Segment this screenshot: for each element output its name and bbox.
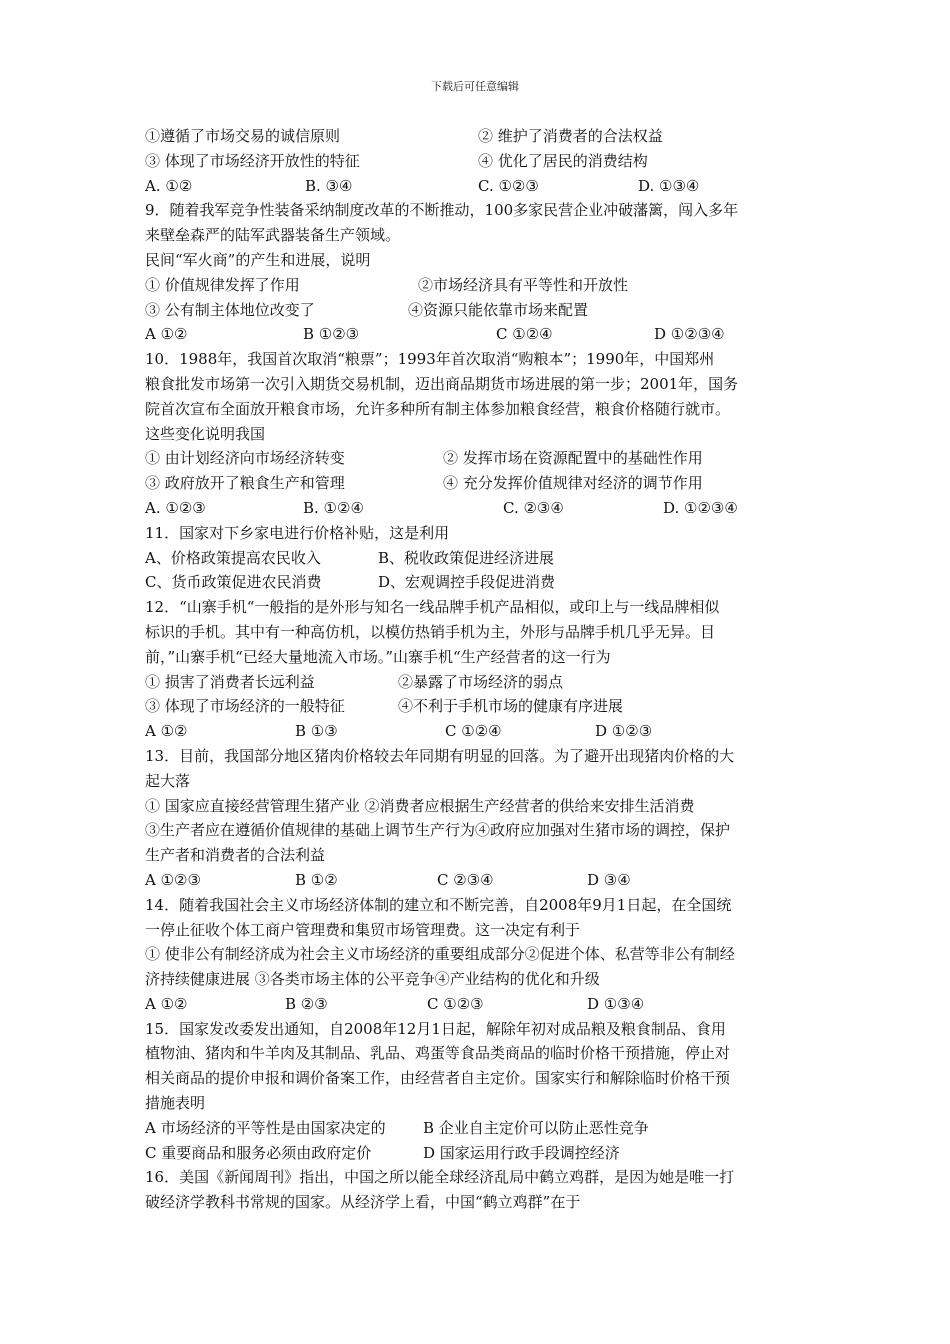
- q14-answer-d: D ①③④: [587, 994, 645, 1013]
- q14-stem-1: 14．随着我国社会主义市场经济体制的建立和不断完善，自2008年9月1日起，在全国统: [145, 895, 732, 914]
- q13-answer-b: B ①②: [295, 870, 338, 889]
- q12-stem-2: 标识的手机。其中有一种高仿机，以模仿热销手机为主，外形与品牌手机几乎无异。目: [145, 622, 716, 641]
- q15-stem-3: 相关商品的提价申报和调价备案工作，由经营者自主定价。国家实行和解除临时价格干预: [145, 1069, 731, 1088]
- q13-option-line-2: ③生产者应在遵循价值规律的基础上调节生产行为④政府应加强对生猪市场的调控，保护: [145, 821, 731, 840]
- q12-stem-3: 前，”山寨手机“已经大量地流入市场。”山寨手机“生产经营者的这一行为: [145, 647, 611, 666]
- q9-option-3: ③ 公有制主体地位改变了: [145, 300, 315, 319]
- q13-stem-1: 13．目前，我国部分地区猪肉价格较去年同期有明显的回落。为了避开出现猪肉价格的大: [145, 746, 735, 765]
- q9-stem-2: 来壁垒森严的陆军武器装备生产领域。: [145, 226, 401, 245]
- q12-option-1: ① 损害了消费者长远利益: [145, 672, 315, 691]
- q10-answer-b: B. ①②④: [303, 498, 364, 517]
- q10-option-4: ④ 充分发挥价值规律对经济的调节作用: [443, 474, 703, 493]
- q10-option-2: ② 发挥市场在资源配置中的基础性作用: [443, 449, 703, 468]
- q15-stem-4: 措施表明: [145, 1094, 206, 1113]
- q8-option-4: ④ 优化了居民的消费结构: [478, 151, 648, 170]
- question-content: [145, 124, 815, 1215]
- q11-option-b: B、税收政策促进经济进展: [378, 548, 555, 567]
- q12-option-2: ②暴露了市场经济的弱点: [398, 672, 564, 691]
- q15-stem-1: 15．国家发改委发出通知，自2008年12月1日起，解除年初对成品粮及粮食制品、食用: [145, 1019, 726, 1038]
- q9-option-2: ②市场经济具有平等性和开放性: [418, 275, 629, 294]
- q8-answer-d: D. ①③④: [638, 176, 700, 195]
- q8-options-row-1: [145, 124, 815, 149]
- q15-option-d: D 国家运用行政手段调控经济: [423, 1143, 620, 1162]
- q9-option-4: ④资源只能依靠市场来配置: [408, 300, 589, 319]
- q9-answer-d: D ①②③④: [654, 325, 725, 344]
- q13-stem-2: 起大落: [145, 771, 191, 790]
- q11-stem: 11．国家对下乡家电进行价格补贴，这是利用: [145, 523, 450, 542]
- q8-answers: [145, 174, 815, 199]
- q10-stem-3: 院首次宣布全面放开粮食市场，允许多种所有制主体参加粮食经营，粮食价格随行就市。: [145, 399, 731, 418]
- q12-option-4: ④不利于手机市场的健康有序进展: [398, 697, 624, 716]
- q14-option-line-1: ① 使非公有制经济成为社会主义市场经济的重要组成部分②促进个体、私营等非公有制经: [145, 945, 735, 964]
- q15-option-a: A 市场经济的平等性是由国家决定的: [145, 1118, 386, 1137]
- q14-answer-c: C ①②③: [427, 994, 484, 1013]
- q12-answer-c: C ①②④: [445, 722, 502, 741]
- q13-option-line-1: ① 国家应直接经营管理生猪产业 ②消费者应根据生产经营者的供给来安排生活消费: [145, 796, 695, 815]
- q12-answer-b: B ①③: [295, 722, 338, 741]
- q15-stem-2: 植物油、猪肉和牛羊肉及其制品、乳品、鸡蛋等食品类商品的临时价格干预措施，停止对: [145, 1044, 731, 1063]
- q10-options-row-2: [145, 471, 815, 496]
- q10-answer-a: A. ①②③: [145, 498, 206, 517]
- q14-answer-a: A ①②: [145, 994, 188, 1013]
- q9-answers: [145, 322, 815, 347]
- q10-stem-2: 粮食批发市场第一次引入期货交易机制，迈出商品期货市场进展的第一步；2001年，国务: [145, 374, 739, 393]
- q9-answer-a: A ①②: [145, 325, 188, 344]
- q11-options-row-2: [145, 570, 815, 595]
- q15-options-row-1: [145, 1116, 815, 1141]
- q12-answer-d: D ①②③: [595, 722, 653, 741]
- q12-answers: [145, 719, 815, 744]
- q9-stem-1: 9．随着我军竞争性装备采纳制度改革的不断推动，100多家民营企业冲破藩篱，闯入多年: [145, 201, 739, 220]
- q16-stem-1: 16．美国《新闻周刊》指出，中国之所以能全球经济乱局中鹤立鸡群，是因为她是唯一打: [145, 1168, 735, 1187]
- q13-option-line-3: 生产者和消费者的合法利益: [145, 846, 326, 865]
- q10-stem-1: 10．1988年，我国首次取消“粮票”；1993年首次取消“购粮本”；1990年，中国郑州: [145, 350, 715, 369]
- q12-stem-1: 12．“山寨手机“一般指的是外形与知名一线品牌手机产品相似，或印上与一线品牌相似: [145, 598, 720, 617]
- q16-stem-2: 破经济学教科书常规的国家。从经济学上看，中国“鹤立鸡群”在于: [145, 1193, 581, 1212]
- q11-option-c: C、货币政策促进农民消费: [145, 573, 322, 592]
- q14-answers: [145, 992, 815, 1017]
- q9-answer-c: C ①②④: [496, 325, 553, 344]
- q15-option-b: B 企业自主定价可以防止恶性竞争: [423, 1118, 649, 1137]
- q10-answers: [145, 496, 815, 521]
- q15-option-c: C 重要商品和服务必须由政府定价: [145, 1143, 372, 1162]
- q12-options-row-1: [145, 670, 815, 695]
- q8-answer-b: B. ③④: [305, 176, 353, 195]
- q10-options-row-1: [145, 446, 815, 471]
- q13-answer-d: D ③④: [587, 870, 631, 889]
- q8-answer-c: C. ①②③: [478, 176, 539, 195]
- q9-answer-b: B ①②③: [303, 325, 360, 344]
- q12-option-3: ③ 体现了市场经济的一般特征: [145, 697, 345, 716]
- q9-stem-3: 民间“军火商”的产生和进展，说明: [145, 250, 371, 269]
- q8-options-row-2: [145, 149, 815, 174]
- page-header: 下载后可任意编辑: [431, 80, 519, 93]
- q8-option-3: ③ 体现了市场经济开放性的特征: [145, 151, 360, 170]
- q8-answer-a: A. ①②: [145, 176, 193, 195]
- q8-option-2: ② 维护了消费者的合法权益: [478, 127, 663, 145]
- q12-options-row-2: [145, 694, 815, 719]
- q9-options-row-1: [145, 273, 815, 298]
- q13-answer-a: A ①②③: [145, 870, 201, 889]
- q10-answer-d: D. ①②③④: [663, 498, 738, 517]
- q15-options-row-2: [145, 1141, 815, 1166]
- q10-option-3: ③ 政府放开了粮食生产和管理: [145, 474, 345, 493]
- q13-answer-c: C ②③④: [437, 870, 494, 889]
- q9-option-1: ① 价值规律发挥了作用: [145, 275, 300, 294]
- q10-option-1: ① 由计划经济向市场经济转变: [145, 449, 345, 468]
- q11-option-d: D、宏观调控手段促进消费: [378, 573, 556, 592]
- q9-options-row-2: [145, 298, 815, 323]
- q8-option-1: ①遵循了市场交易的诚信原则: [145, 127, 341, 145]
- q14-answer-b: B ②③: [285, 994, 328, 1013]
- q10-answer-c: C. ②③④: [503, 498, 564, 517]
- q13-answers: [145, 868, 815, 893]
- q10-stem-4: 这些变化说明我国: [145, 424, 266, 443]
- q14-option-line-2: 济持续健康进展 ③各类市场主体的公平竞争④产业结构的优化和升级: [145, 970, 600, 989]
- q14-stem-2: 一停止征收个体工商户管理费和集贸市场管理费。这一决定有利于: [145, 920, 581, 939]
- q11-option-a: A、价格政策提高农民收入: [145, 548, 321, 567]
- q11-options-row-1: [145, 546, 815, 571]
- q12-answer-a: A ①②: [145, 722, 188, 741]
